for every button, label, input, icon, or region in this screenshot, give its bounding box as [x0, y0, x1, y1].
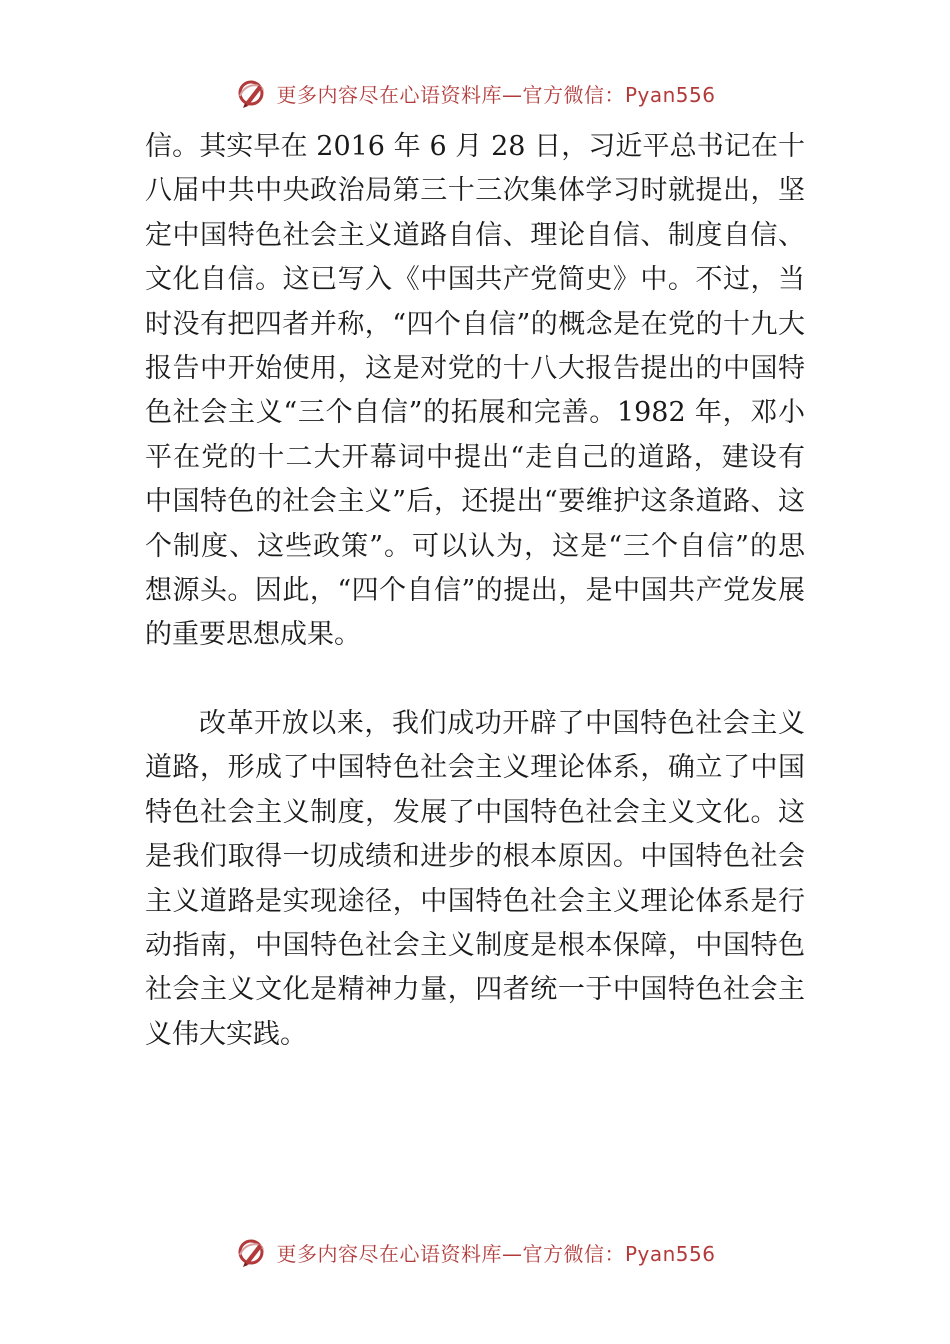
pen-swirl-logo-icon: [234, 1235, 268, 1269]
pen-swirl-logo-icon: [234, 76, 268, 110]
paragraph-1: 信。其实早在 2016 年 6 月 28 日，习近平总书记在十八届中共中央政治局第三十三次集体学习时就提出，坚定中国特色社会主义道路自信、理论自信、制度自信、文化自信。这已写入《中国共产党简史》中。不过，当时没有把四者并称，“四个自信”的概念是在党的十九大报告中开始使用，这是对党的十八大报告提出的中国特色社会主义“三个自信”的拓展和完善。1982 年，邓小平在党的十二大开幕词中提出“走自己的道路，建设有中国特色的社会主义”后，还提出“要维护这条道路、这个制度、这些政策”。可以认为，这是“三个自信”的思想源头。因此，“四个自信”的提出，是中国共产党发展的重要思想成果。: [145, 131, 805, 651]
header-banner-text: 更多内容尽在心语资料库—官方微信：Pyan556: [276, 82, 716, 107]
footer-banner: [0, 1232, 950, 1272]
paragraph-2: 改革开放以来，我们成功开辟了中国特色社会主义道路，形成了中国特色社会主义理论体系，确立了中国特色社会主义制度，发展了中国特色社会主义文化。这是我们取得一切成绩和进步的根本原因。中国特色社会主义道路是实现途径，中国特色社会主义理论体系是行动指南，中国特色社会主义制度是根本保障，中国特色社会主义文化是精神力量，四者统一于中国特色社会主义伟大实践。: [145, 707, 805, 1050]
footer-banner-text: 更多内容尽在心语资料库—官方微信：Pyan556: [276, 1241, 716, 1266]
document-body: [145, 125, 805, 1057]
header-banner: [0, 73, 950, 113]
